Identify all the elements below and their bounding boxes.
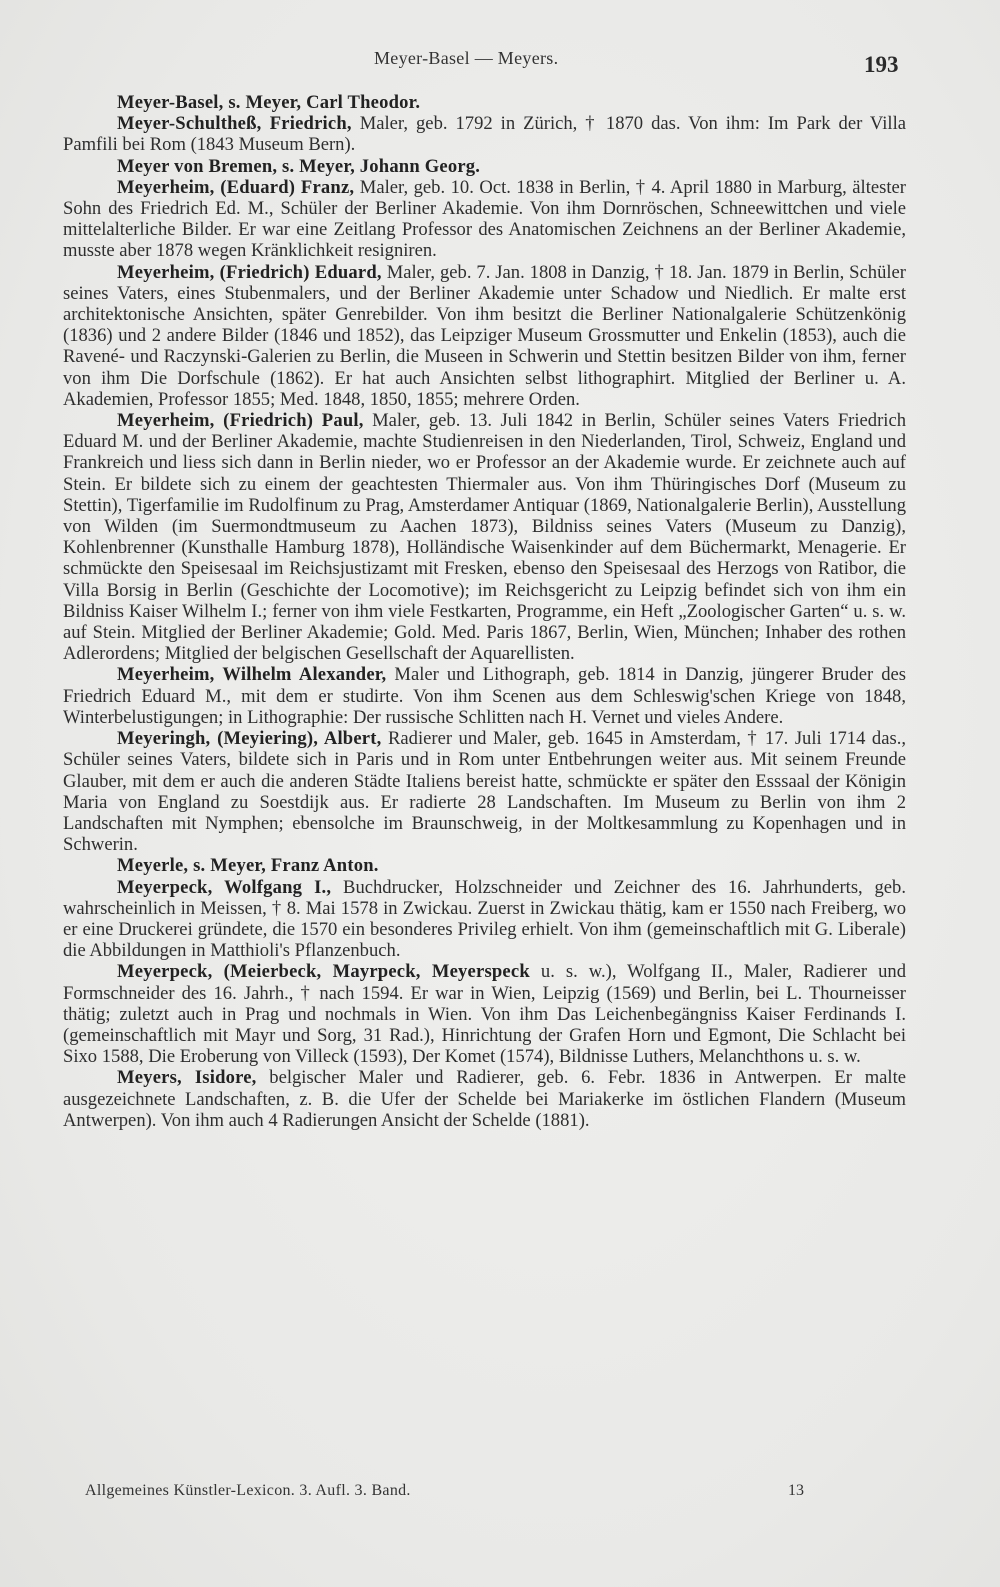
entry-name: Meyerpeck, (Meierbeck, Mayrpeck, Meyerspeck [117,961,530,983]
lexicon-entry [63,410,906,664]
entry-text: Maler, geb. 13. Juli 1842 in Berlin, Schüler seines Vaters Friedrich Eduard M. und der Berliner Akademie, machte Studienreisen in den Niederlanden, Tirol, Schweiz, England und Frankreich und liess sich dann in Berlin nieder, wo er Professor an der Akademie wurde. Er zeichnete auch auf Stein. Er bildete sich zu einem der geachtesten Thiermaler aus. Von ihm Thüringisches Dorf (Museum zu Stettin), Tigerfamilie im Rudolfinum zu Prag, Amsterdamer Antiquar (1869, Nationalgalerie Berlin), Ausstellung von Wilden (im Suermondtmuseum zu Aachen 1873), Bildniss seines Vaters (Museum zu Danzig), Kohlenbrenner (Kunsthalle Hamburg 1878), Holländische Waisenkinder auf dem Büchermarkt, Menagerie. Er schmückte den Speisesaal im Reichsjustizamt mit Fresken, ebenso den Speisesaal des Herzogs von Ratibor, die Villa Borsig in Berlin (Geschichte der Locomotive); im Reichsgericht zu Leipzig befindet sich von ihm ein Bildniss Kaiser Wilhelm I.; ferner von ihm viele Festkarten, Programme, ein Heft „Zoologischer Garten“ u. s. w. auf Stein. Mitglied der Berliner Akademie; Gold. Med. Paris 1867, Berlin, Wien, München; Inhaber des rothen Adlerordens; Mitglied der belgischen Gesellschaft der Aquarellisten. [63,410,906,665]
page-number: 193 [864,52,899,77]
lexicon-entry [63,1067,906,1131]
lexicon-entry [63,262,906,410]
entry-name: Meyerheim, (Friedrich) Eduard, [117,261,382,283]
lexicon-entry [63,92,906,113]
entry-text: Maler, geb. 1792 in Zürich, † 1870 das. Von ihm: Im Park der Villa Pamfili bei Rom (1843 Museum Bern). [63,113,906,156]
lexicon-entry [63,728,906,855]
entry-name: Meyerheim, (Eduard) Franz, [117,176,355,198]
footer-title: Allgemeines Künstler-Lexicon. 3. Aufl. 3. Band. [85,1482,411,1499]
lexicon-entries [63,92,906,1131]
entry-text: Buchdrucker, Holzschneider und Zeichner des 16. Jahrhunderts, geb. wahrscheinlich in Meissen, † 8. Mai 1578 in Zwickau. Zuerst in Zwickau thätig, kam er 1550 nach Freiberg, wo er eine Druckerei gründete, die 1570 ein besonderes Privileg erhielt. Von ihm (gemeinschaftlich mit G. Liberale) die Abbildungen in Matthioli's Pflanzenbuch. [63,876,906,962]
running-head: Meyer-Basel — Meyers. [374,48,559,68]
entry-name: Meyer-Basel, s. Meyer, Carl Theodor. [117,92,421,113]
lexicon-entry [63,664,906,728]
lexicon-entry [63,113,906,155]
entry-text: belgischer Maler und Radierer, geb. 6. Febr. 1836 in Antwerpen. Er malte ausgezeichnete Landschaften, z. B. die Ufer der Schelde bei Mariakerke im östlichen Flandern (Museum Antwerpen). Von ihm auch 4 Radierungen Ansicht der Schelde (1881). [63,1067,906,1131]
page-footer [0,1478,1000,1508]
entry-text: u. s. w.), Wolfgang II., Maler, Radierer und Formschneider des 16. Jahrh., † nach 1594. Er war in Wien, Leipzig (1569) und Berlin, bei L. Thourneisser thätig; zuletzt auch in Prag und nochmals in Wien. Von ihm Das Leichenbegängniss Kaiser Ferdinands I. (gemeinschaftlich mit Mayr und Sorg, 31 Rad.), Hinrichtung der Grafen Horn und Egmont, Die Schlacht bei Sixo 1588, Die Eroberung von Villeck (1593), Der Komet (1574), Bildnisse Luthers, Melanchthons u. s. w. [63,961,906,1068]
entry-name: Meyerheim, (Friedrich) Paul, [117,410,364,432]
entry-name: Meyer-Schultheß, Friedrich, [117,113,352,135]
entry-name: Meyer von Bremen, s. Meyer, Johann Georg. [117,155,481,177]
entry-name: Meyeringh, (Meyiering), Albert, [117,728,382,750]
entry-text: Radierer und Maler, geb. 1645 in Amsterdam, † 17. Juli 1714 das., Schüler seines Vaters, bildete sich in Paris und in Rom unter Entbehrungen weiter aus. Mit seinem Freunde Glauber, mit dem er auch die anderen Städte Italiens bereist hatte, schmückte er später den Esssaal der Königin Maria von England zu Soestdijk aus. Er radierte 28 Landschaften. Im Museum zu Berlin von ihm 2 Landschaften mit Nymphen; ebensolche im Braunschweig, in der Moltkesammlung zu Kopenhagen und in Schwerin. [63,728,906,856]
lexicon-entry [63,877,906,962]
page-header [0,44,1000,84]
lexicon-entry [63,855,906,876]
entry-name: Meyers, Isidore, [117,1067,257,1089]
entry-text: Maler, geb. 7. Jan. 1808 in Danzig, † 18. Jan. 1879 in Berlin, Schüler seines Vaters, eines Stubenmalers, und der Berliner Akademie unter Schadow und Niedlich. Er malte erst architektonische Ansichten, später Genrebilder. Von ihm besitzt die Berliner Nationalgalerie Schützenkönig (1836) und 2 andere Bilder (1846 und 1852), das Leipziger Museum Grossmutter und Enkelin (1853), auch die Ravené- und Raczynski-Galerien zu Berlin, die Museen in Schwerin und Stettin besitzen Bilder von ihm, ferner von ihm Die Dorfschule (1862). Er hat auch Ansichten selbst lithographirt. Mitglied der Berliner u. A. Akademien, Professor 1855; Med. 1848, 1850, 1855; mehrere Orden. [63,261,906,410]
entry-text: Maler und Lithograph, geb. 1814 in Danzig, jüngerer Bruder des Friedrich Eduard M., mit dem er studirte. Von ihm Scenen aus dem Schleswig'schen Kriege von 1848, Winterbelustigungen; in Lithographie: Der russische Schlitten nach H. Vernet und vieles Andere. [63,664,906,728]
entry-name: Meyerheim, Wilhelm Alexander, [117,664,387,686]
lexicon-entry [63,177,906,262]
lexicon-entry [63,961,906,1067]
entry-text: Maler, geb. 10. Oct. 1838 in Berlin, † 4. April 1880 in Marburg, ältester Sohn des Friedrich Ed. M., Schüler der Berliner Akademie. Von ihm Dornröschen, Schneewittchen und viele mittelalterliche Bilder. Er war eine Zeitlang Professor des Anatomischen Zeichnens an der Berliner Akademie, musste aber 1878 wegen Kränklichkeit resigniren. [63,176,906,262]
signature-mark: 13 [788,1482,804,1499]
lexicon-entry [63,156,906,177]
entry-name: Meyerle, s. Meyer, Franz Anton. [117,855,379,877]
entry-name: Meyerpeck, Wolfgang I., [117,876,332,898]
